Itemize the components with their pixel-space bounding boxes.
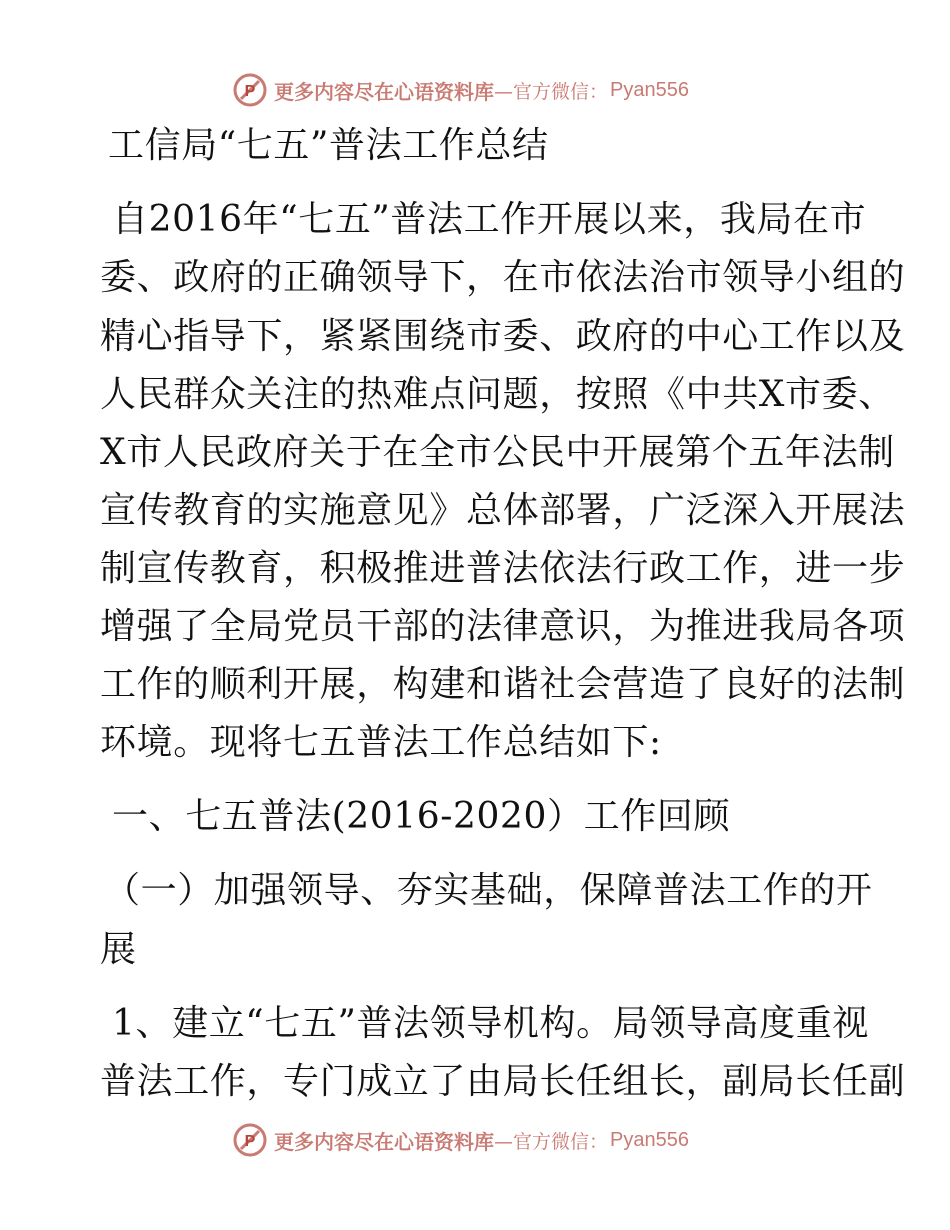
body-line-8: 增强了全局党员干部的法律意识，为推进我局各项 (100, 606, 906, 647)
document-title: 工信局“七五”普法工作总结 (108, 125, 549, 166)
body-line-3: 精心指导下，紧紧围绕市委、政府的中心工作以及 (100, 316, 906, 357)
svg-text:P: P (244, 1133, 256, 1150)
body-line-2: 委、政府的正确领导下，在市依法治市领导小组的 (100, 257, 906, 298)
footer-watermark-banner (232, 1120, 689, 1160)
brand-logo-icon (232, 1122, 268, 1158)
banner-separator: —官方微信： (494, 80, 609, 103)
svg-text:P: P (244, 83, 256, 100)
body-line-4: 人民群众关注的热难点问题，按照《中共X市委、 (100, 374, 895, 415)
subsection-heading-1: （一）加强领导、夯实基础，保障普法工作的开 (104, 870, 873, 911)
banner-site-name: 更多内容尽在心语资料库 (274, 79, 494, 104)
body-line-1: 自2016年“七五”普法工作开展以来，我局在市 (112, 199, 867, 240)
body-line-5: X市人民政府关于在全市公民中开展第个五年法制 (100, 432, 895, 473)
header-watermark-banner (232, 70, 689, 110)
body-line-9: 工作的顺利开展，构建和谐社会营造了良好的法制 (100, 664, 906, 705)
section-heading-1: 一、七五普法(2016-2020）工作回顾 (112, 796, 731, 837)
banner-wechat-id: Pyan556 (610, 78, 689, 101)
banner-site-name: 更多内容尽在心语资料库 (274, 1129, 494, 1154)
banner-separator: —官方微信： (494, 1130, 609, 1153)
body-line-6: 宣传教育的实施意见》总体部署，广泛深入开展法 (100, 490, 906, 531)
subsection-heading-1-cont: 展 (100, 929, 137, 970)
brand-logo-icon (232, 72, 268, 108)
banner-wechat-id: Pyan556 (610, 1128, 689, 1151)
item-1-line-1: 1、建立“七五”普法领导机构。局领导高度重视 (112, 1003, 869, 1044)
body-line-10: 环境。现将七五普法工作总结如下: (100, 722, 662, 763)
body-line-7: 制宣传教育，积极推进普法依法行政工作，进一步 (100, 548, 906, 589)
item-1-line-2: 普法工作，专门成立了由局长任组长，副局长任副 (100, 1061, 906, 1102)
